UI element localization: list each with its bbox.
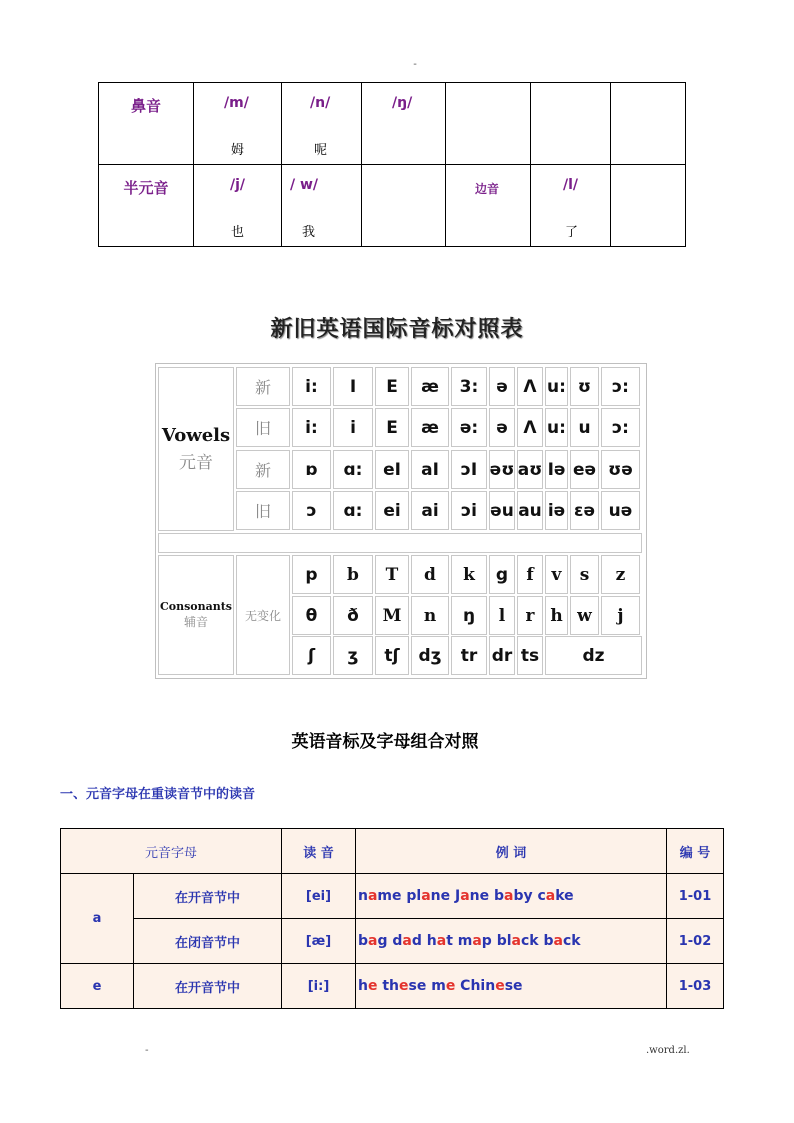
separator-row: [158, 533, 642, 553]
vowel-letter-table: [60, 828, 724, 1009]
syllable-context: 在开音节中: [134, 964, 282, 1009]
consonant-symbol: dʒ: [411, 636, 449, 675]
new-label: 新: [236, 367, 290, 406]
highlighted-letter: a: [472, 933, 482, 949]
consonants-label-cell: [158, 555, 234, 675]
table-row: [99, 83, 686, 165]
highlighted-letter: a: [511, 933, 521, 949]
pronunciation-hint: 姆: [231, 143, 245, 158]
consonant-symbol: tʃ: [375, 636, 409, 675]
consonant-symbol: dr: [489, 636, 515, 675]
vowel-symbol: i: [333, 408, 373, 447]
consonant-symbol: s: [570, 555, 599, 594]
example-words: [356, 919, 667, 964]
header-sound: 读 音: [282, 829, 356, 874]
item-number: 1-03: [667, 964, 724, 1009]
word-fragment: th: [377, 978, 400, 994]
vowels-label-en: Vowels: [161, 425, 231, 446]
consonant-symbol: M: [375, 596, 409, 635]
consonant-symbol: tr: [451, 636, 487, 675]
lateral-label: 边音: [475, 182, 500, 196]
vowel-symbol: aʊ: [517, 450, 543, 489]
vowel-symbol: ɑ:: [333, 450, 373, 489]
word-fragment: se: [504, 978, 523, 994]
syllable-context: 在闭音节中: [134, 919, 282, 964]
word-fragment: n: [358, 888, 368, 904]
consonant-symbol: l: [489, 596, 515, 635]
consonant-symbol: θ: [292, 596, 331, 635]
phoneme: /m/: [224, 95, 249, 111]
vowels-label-cn: 元音: [179, 453, 213, 473]
item-number: 1-01: [667, 874, 724, 919]
phoneme: / w/: [290, 177, 319, 193]
word-fragment: me pl: [377, 888, 422, 904]
highlighted-letter: a: [436, 933, 447, 949]
vowel-letter: a: [61, 874, 134, 964]
vowel-symbol: Λ: [517, 408, 543, 447]
vowel-symbol: I: [333, 367, 373, 406]
consonant-symbol: d: [411, 555, 449, 594]
vowel-symbol: 3:: [451, 367, 487, 406]
vowel-symbol: ei: [375, 491, 409, 530]
vowel-symbol: ʊə: [601, 450, 640, 489]
table-row: [99, 165, 686, 247]
word-fragment: b: [358, 933, 369, 949]
new-label: 新: [236, 450, 290, 489]
pronunciation-hint: 了: [565, 225, 579, 240]
word-fragment: p bl: [481, 933, 512, 949]
consonant-symbol: ʃ: [292, 636, 331, 675]
vowel-symbol: Iə: [545, 450, 568, 489]
highlighted-letter: a: [460, 888, 470, 904]
vowel-symbol: u:: [545, 367, 568, 406]
phoneme: /j/: [230, 177, 246, 193]
consonant-symbol: v: [545, 555, 568, 594]
consonant-symbol: n: [411, 596, 449, 635]
consonants-label-en: Consonants: [159, 600, 232, 613]
consonant-symbol: r: [517, 596, 543, 635]
header-mark: -: [413, 59, 417, 70]
word-fragment: by c: [513, 888, 546, 904]
consonant-symbol: z: [601, 555, 640, 594]
word-fragment: ne b: [469, 888, 505, 904]
vowel-symbol: æ: [411, 408, 449, 447]
vowel-symbol: eə: [570, 450, 599, 489]
vowel-symbol: ɔ:: [601, 367, 640, 406]
unchanged-label: 无变化: [236, 555, 290, 675]
word-fragment: se m: [408, 978, 446, 994]
vowel-symbol: ə: [489, 367, 515, 406]
consonant-symbol: j: [601, 596, 640, 635]
sound: [ei]: [282, 874, 356, 919]
subsection-title: 一、元音字母在重读音节中的读音: [60, 787, 256, 802]
vowel-symbol: ɔi: [451, 491, 487, 530]
word-fragment: ck: [562, 933, 581, 949]
highlighted-letter: a: [367, 888, 378, 904]
consonant-symbol: dz: [545, 636, 642, 675]
ipa-comparison-chart: [155, 363, 647, 679]
section-title: 英语音标及字母组合对照: [291, 732, 479, 752]
highlighted-letter: e: [367, 978, 378, 994]
highlighted-letter: a: [421, 888, 431, 904]
vowel-symbol: iə: [545, 491, 568, 530]
consonant-symbol: T: [375, 555, 409, 594]
example-words: [356, 964, 667, 1009]
word-fragment: g d: [377, 933, 403, 949]
table-row: [61, 919, 724, 964]
vowel-symbol: Λ: [517, 367, 543, 406]
consonant-symbol: f: [517, 555, 543, 594]
example-words: [356, 874, 667, 919]
word-fragment: d h: [411, 933, 437, 949]
old-label: 旧: [236, 491, 290, 530]
vowel-symbol: əʊ: [489, 450, 515, 489]
pronunciation-hint: 也: [231, 225, 245, 240]
vowel-symbol: uə: [601, 491, 640, 530]
consonant-symbol: ŋ: [451, 596, 487, 635]
phoneme: /ŋ/: [392, 95, 413, 111]
ipa-chart-title: 新旧英语国际音标对照表: [270, 317, 524, 342]
word-fragment: ck b: [520, 933, 554, 949]
vowel-symbol: ɒ: [292, 450, 331, 489]
phoneme: /n/: [310, 95, 331, 111]
vowel-symbol: u: [570, 408, 599, 447]
consonant-symbol: h: [545, 596, 568, 635]
highlighted-letter: a: [368, 933, 378, 949]
highlighted-letter: e: [399, 978, 409, 994]
vowel-symbol: i:: [292, 367, 331, 406]
sound: [i:]: [282, 964, 356, 1009]
footer-source: .word.zl.: [646, 1045, 690, 1056]
highlighted-letter: a: [545, 888, 556, 904]
consonant-symbol: k: [451, 555, 487, 594]
word-fragment: ne J: [430, 888, 461, 904]
table-header-row: [61, 829, 724, 874]
header-number: 编 号: [667, 829, 724, 874]
header-letter: 元音字母: [61, 829, 282, 874]
highlighted-letter: a: [402, 933, 412, 949]
highlighted-letter: a: [553, 933, 563, 949]
consonant-symbol: b: [333, 555, 373, 594]
footer-left-mark: -: [145, 1045, 149, 1056]
consonants-label-cn: 辅音: [183, 615, 208, 629]
word-fragment: Chin: [455, 978, 496, 994]
category-label: 鼻音: [130, 97, 161, 115]
pronunciation-hint: 我: [302, 225, 316, 240]
vowels-label-cell: [158, 367, 234, 531]
vowel-symbol: ɔ: [292, 491, 331, 530]
word-fragment: h: [358, 978, 368, 994]
consonant-symbol: w: [570, 596, 599, 635]
item-number: 1-02: [667, 919, 724, 964]
vowel-symbol: ai: [411, 491, 449, 530]
syllable-context: 在开音节中: [134, 874, 282, 919]
vowel-symbol: əu: [489, 491, 515, 530]
phoneme: /l/: [563, 177, 579, 193]
vowel-symbol: eI: [375, 450, 409, 489]
highlighted-letter: e: [445, 978, 456, 994]
vowel-symbol: ə:: [451, 408, 487, 447]
pronunciation-hint: 呢: [314, 143, 328, 158]
consonant-symbol: ts: [517, 636, 543, 675]
vowel-symbol: u:: [545, 408, 568, 447]
vowel-symbol: ə: [489, 408, 515, 447]
sound: [æ]: [282, 919, 356, 964]
vowel-symbol: i:: [292, 408, 331, 447]
vowel-symbol: æ: [411, 367, 449, 406]
consonant-symbol: p: [292, 555, 331, 594]
vowel-symbol: ɑ:: [333, 491, 373, 530]
old-label: 旧: [236, 408, 290, 447]
vowel-symbol: E: [375, 408, 409, 447]
highlighted-letter: a: [504, 888, 514, 904]
vowel-symbol: ɛə: [570, 491, 599, 530]
consonant-symbol: ð: [333, 596, 373, 635]
vowel-symbol: au: [517, 491, 543, 530]
consonant-symbol: g: [489, 555, 515, 594]
vowel-symbol: ɔI: [451, 450, 487, 489]
word-fragment: t m: [446, 933, 473, 949]
vowel-symbol: ɔ:: [601, 408, 640, 447]
table-row: [61, 874, 724, 919]
word-fragment: ke: [555, 888, 574, 904]
vowel-symbol: ʊ: [570, 367, 599, 406]
vowel-symbol: E: [375, 367, 409, 406]
vowel-symbol: aI: [411, 450, 449, 489]
header-examples: 例 词: [356, 829, 667, 874]
table-row: [61, 964, 724, 1009]
vowel-letter: e: [61, 964, 134, 1009]
highlighted-letter: e: [495, 978, 505, 994]
category-label: 半元音: [123, 179, 169, 197]
consonant-symbol: ʒ: [333, 636, 373, 675]
nasal-semivowel-table: [98, 82, 686, 247]
